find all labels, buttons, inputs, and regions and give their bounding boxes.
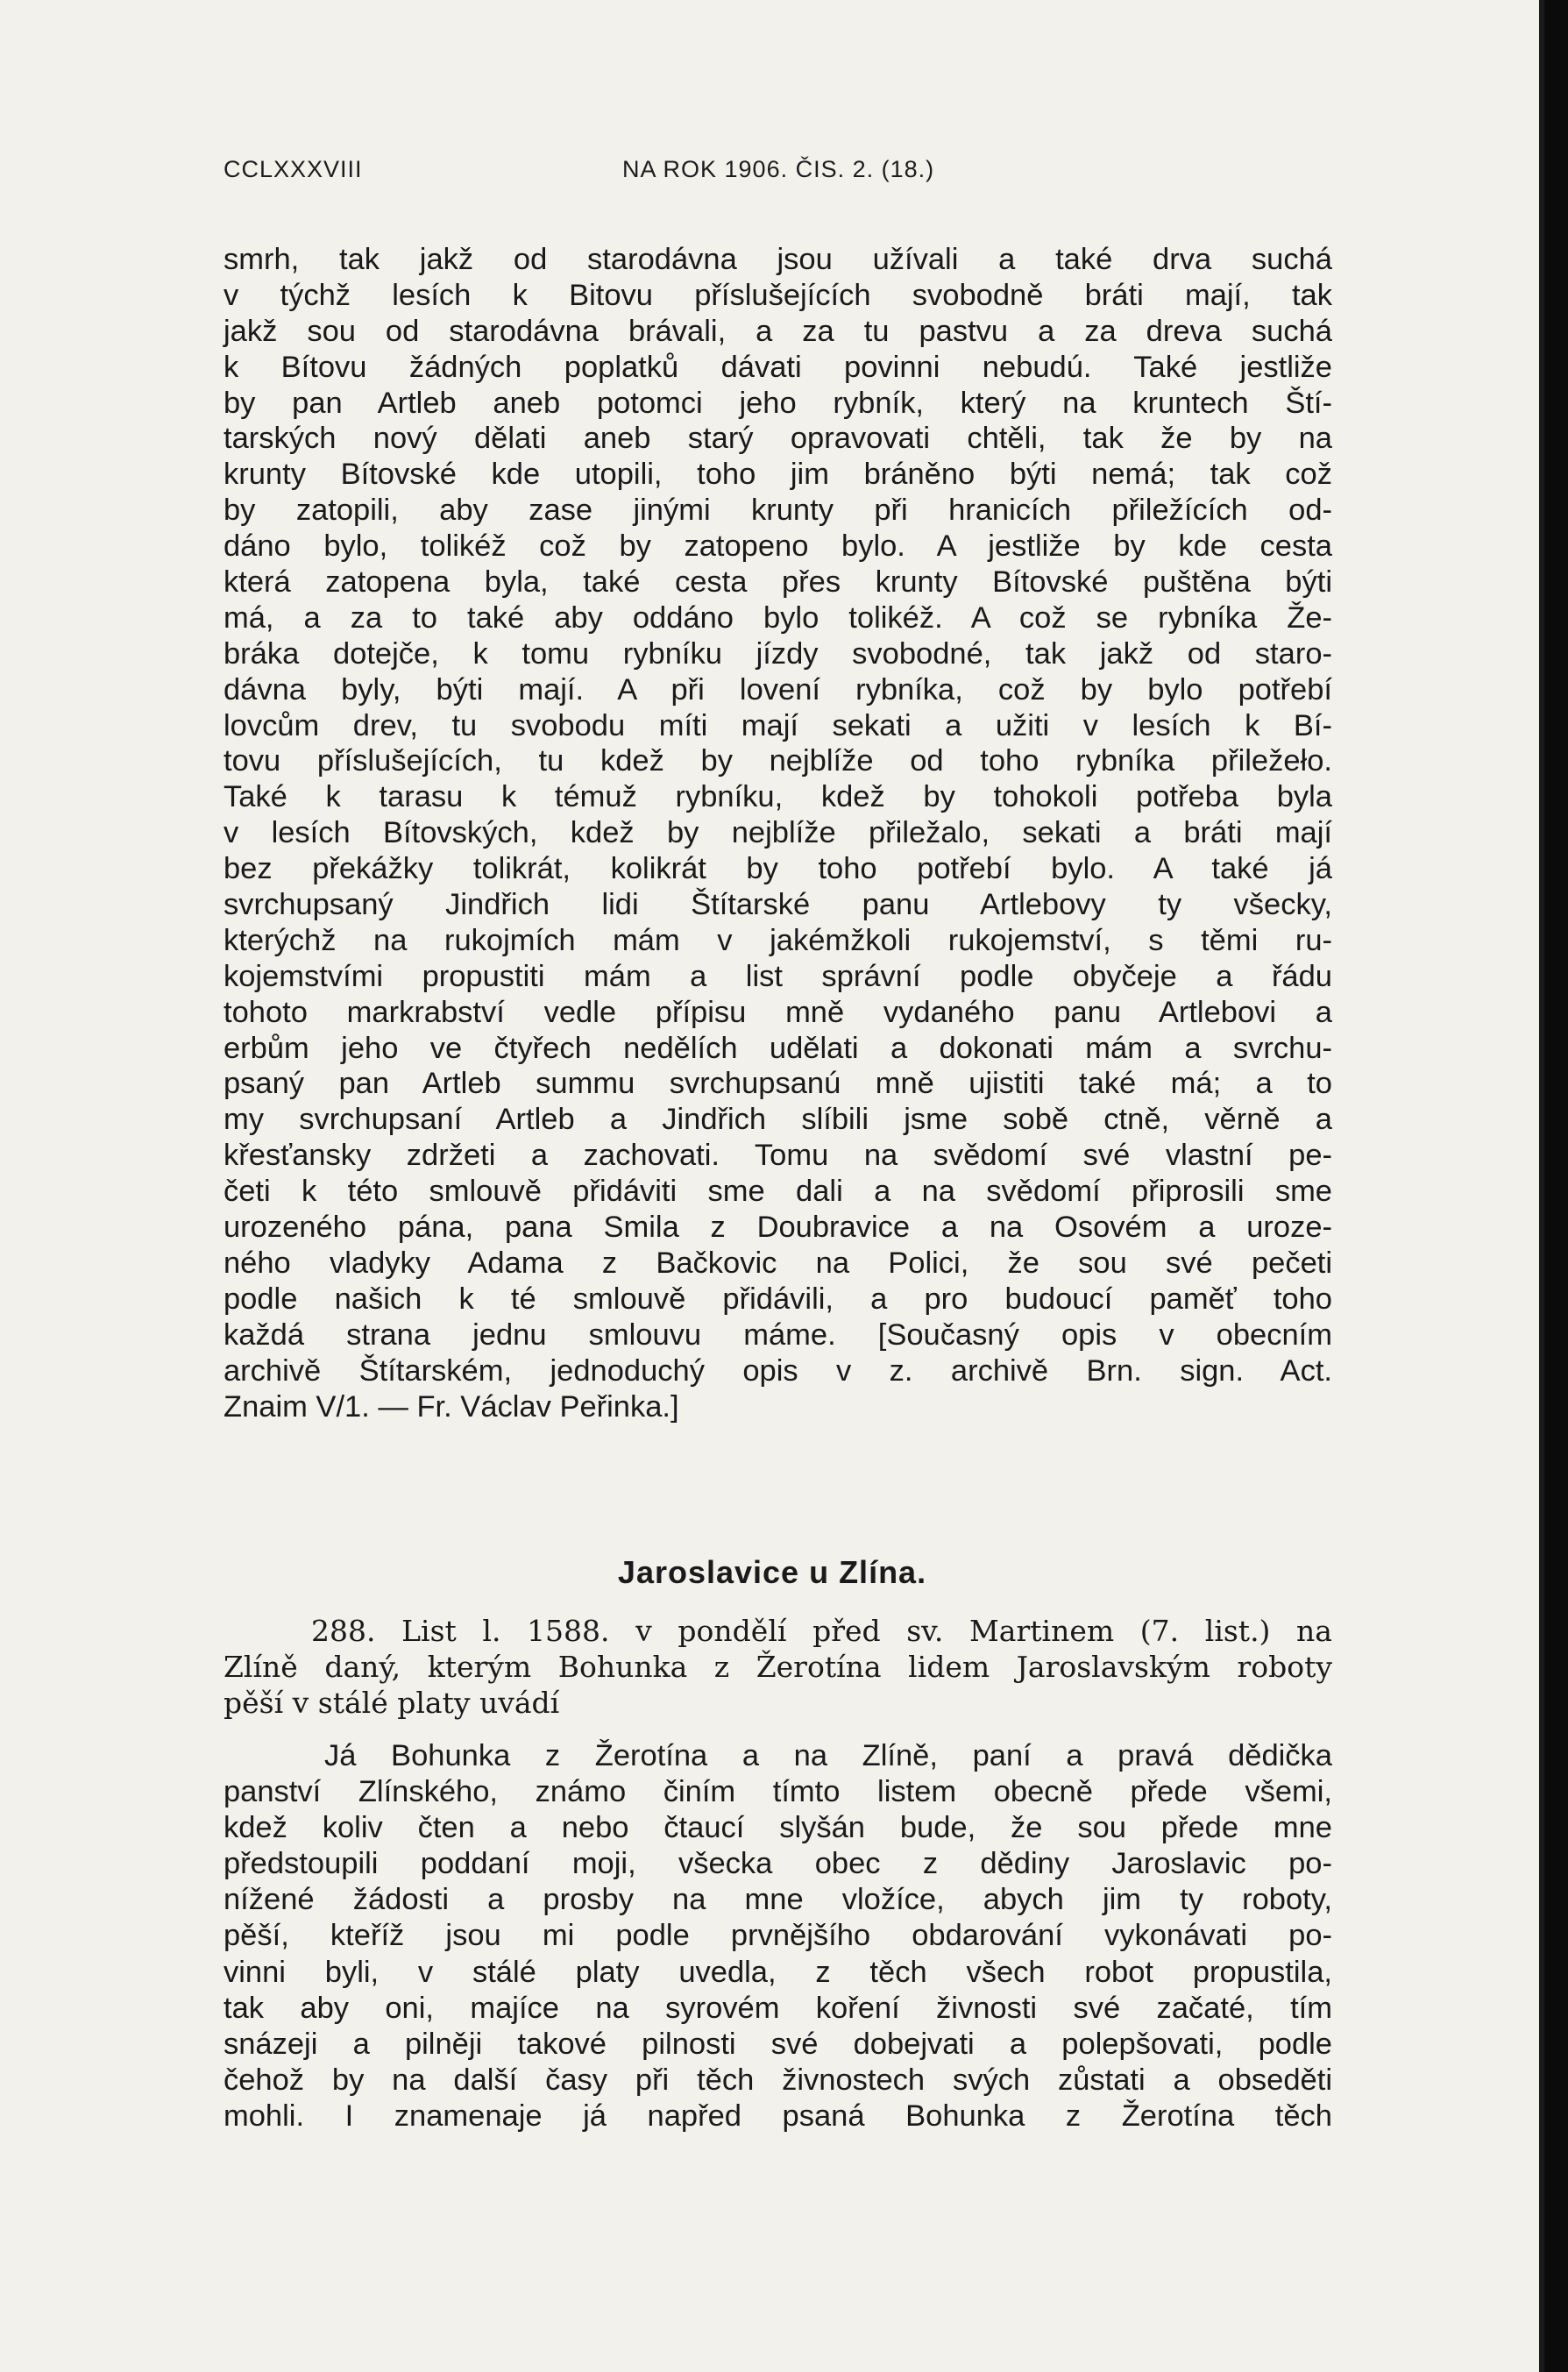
text-line: četi k této smlouvě přidáviti sme dali a na svědomí připrosili sme bbox=[223, 1175, 1332, 1209]
running-header bbox=[223, 156, 1363, 191]
text-line: k Bítovu žádných poplatků dávati povinni nebudú. Také jestliže bbox=[223, 350, 1332, 384]
text-line: kojemstvími propustiti mám a list správní podle obyčeje a řádu bbox=[223, 959, 1332, 993]
text-line: 288. List l. 1588. v pondělí před sv. Martinem (7. list.) na bbox=[311, 1614, 1332, 1648]
text-line: svrchupsaný Jindřich lidi Štítarské panu Artlebovy ty všecky, bbox=[223, 888, 1332, 922]
text-line: vinni byli, v stálé platy uvedla, z těch všech robot propustila, bbox=[223, 1955, 1332, 1989]
text-line: Já Bohunka z Žerotína a na Zlíně, paní a pravá dědička bbox=[324, 1739, 1332, 1772]
text-line: bráka dotejče, k tomu rybníku jízdy svobodné, tak jakž od staro- bbox=[223, 636, 1332, 671]
text-line: my svrchupsaní Artleb a Jindřich slíbili jsme sobě ctně, věrně a bbox=[223, 1103, 1332, 1137]
text-line: má, a za to také aby oddáno bylo tolikéž. A což se rybníka Že- bbox=[223, 600, 1332, 635]
text-line: bez překážky tolikrát, kolikrát by toho potřebí bylo. A také já bbox=[223, 852, 1332, 886]
text-line: dáno bylo, tolikéž což by zatopeno bylo. A jestliže by kde cesta bbox=[223, 529, 1332, 564]
text-line: kterýchž na rukojmích mám v jakémžkoli rukojemství, s těmi ru- bbox=[223, 923, 1332, 957]
text-line: Také k tarasu k témuž rybníku, kdež by tohokoli potřeba byla bbox=[223, 780, 1332, 814]
section-1-text bbox=[223, 242, 1332, 1424]
text-line: tovu příslušejících, tu kdež by nejblíže od toho rybníka přiležeło. bbox=[223, 744, 1332, 778]
text-line: Zlíně daný, kterým Bohunka z Žerotína lidem Jaroslavským roboty bbox=[223, 1650, 1332, 1684]
text-line: panství Zlínského, známo činím tímto listem obecně přede všemi, bbox=[223, 1775, 1332, 1809]
text-line: tak aby oni, majíce na syrovém koření živnosti své začaté, tím bbox=[223, 1991, 1332, 2025]
text-line: pěší, kteříž jsou mi podle prvnějšího obdarování vykonávati po- bbox=[223, 1919, 1332, 1953]
text-line: psaný pan Artleb summu svrchupsanú mně ujistiti také má; a to bbox=[223, 1067, 1332, 1101]
text-line: jakž sou od starodávna brávali, a za tu pastvu a za dreva suchá bbox=[223, 314, 1332, 348]
text-line: krunty Bítovské kde utopili, toho jim bráněno býti nemá; tak což bbox=[223, 458, 1332, 492]
text-line: nížené žádosti a prosby na mne vložíce, abych jim ty roboty, bbox=[223, 1883, 1332, 1917]
document-title bbox=[223, 1613, 1332, 1721]
text-line: předstoupili poddaní moji, všecka obec z dědiny Jaroslavic po- bbox=[223, 1847, 1332, 1881]
page-edge-shadow bbox=[1544, 0, 1568, 2372]
page-number: CCLXXXVIII bbox=[223, 156, 363, 182]
text-line: křesťansky zdržeti a zachovati. Tomu na svědomí své vlastní pe- bbox=[223, 1139, 1332, 1173]
text-line: archivě Štítarském, jednoduchý opis v z. archivě Brn. sign. Act. bbox=[223, 1353, 1332, 1388]
text-line: tarských nový dělati aneb starý opravovati chtěli, tak že by na bbox=[223, 422, 1332, 456]
text-line: mohli. I znamenaje já napřed psaná Bohunka z Žerotína těch bbox=[223, 2099, 1332, 2133]
text-line: v týchž lesích k Bitovu příslušejících svobodně bráti mají, tak bbox=[223, 278, 1332, 312]
text-line: kdež koliv čten a nebo čtaucí slyšán bude, že sou přede mne bbox=[223, 1811, 1332, 1845]
text-line: smrh, tak jakž od starodávna jsou užívali a také drva suchá bbox=[223, 243, 1332, 276]
text-line: každá strana jednu smlouvu máme. [Současný opis v obecním bbox=[223, 1317, 1332, 1352]
text-line: čehož by na další časy při těch živnostech svých zůstati a obseděti bbox=[223, 2063, 1332, 2097]
text-line: by zatopili, aby zase jinými krunty při hranicích přiležících od- bbox=[223, 494, 1332, 528]
text-line: ného vladyky Adama z Bačkovic na Polici, že sou své pečeti bbox=[223, 1246, 1332, 1280]
text-line: Znaim V/1. — Fr. Václav Peřinka.] bbox=[223, 1389, 679, 1424]
text-line: dávna byly, býti mají. A při lovení rybníka, což by bylo potřebí bbox=[223, 672, 1332, 707]
text-line: podle našich k té smlouvě přidávili, a pro budoucí paměť toho bbox=[223, 1282, 1332, 1316]
text-line: v lesích Bítovských, kdež by nejblíže přiležalo, sekati a bráti mají bbox=[223, 816, 1332, 850]
text-line: erbům jeho ve čtyřech nedělích udělati a dokonati mám a svrchu- bbox=[223, 1031, 1332, 1065]
text-line: snázeji a pilněji takové pilnosti své dobejvati a polepšovati, podle bbox=[223, 2027, 1332, 2061]
text-line: by pan Artleb aneb potomci jeho rybník, který na kruntech Ští- bbox=[223, 386, 1332, 420]
running-title: NA ROK 1906. ČIS. 2. (18.) bbox=[622, 156, 935, 182]
text-line: pěší v stálé platy uvádí bbox=[223, 1686, 560, 1720]
section-heading: Jaroslavice u Zlína. bbox=[617, 1554, 927, 1590]
text-line: která zatopena byla, také cesta přes krunty Bítovské puštěna býti bbox=[223, 565, 1332, 600]
text-line: lovcům drev, tu svobodu míti mají sekati a užiti v lesích k Bí- bbox=[223, 708, 1332, 742]
text-line: tohoto markrabství vedle přípisu mně vydaného panu Artlebovi a bbox=[223, 995, 1332, 1029]
section-2-text bbox=[223, 1738, 1332, 2134]
text-line: urozeného pána, pana Smila z Doubravice a na Osovém a uroze- bbox=[223, 1211, 1332, 1245]
